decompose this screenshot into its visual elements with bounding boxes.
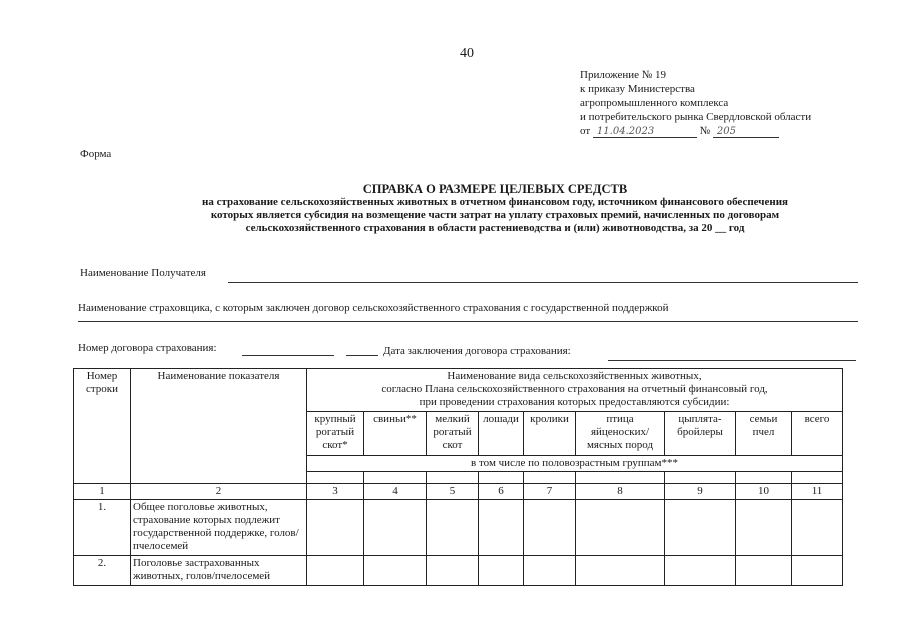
empty-cell xyxy=(524,472,576,484)
column-number: 3 xyxy=(307,484,364,500)
column-number: 4 xyxy=(364,484,427,500)
group-header-line: согласно Плана сельскохозяйственного страхования на отчетный финансовый год, xyxy=(381,383,768,395)
column-number: 11 xyxy=(792,484,843,500)
data-cell xyxy=(576,556,665,586)
animal-header: лошади xyxy=(479,412,524,456)
order-date-number xyxy=(580,124,811,138)
group-header-line: при проведении страхования которых предоставляются субсидии: xyxy=(419,396,730,408)
column-number: 10 xyxy=(736,484,792,500)
data-cell xyxy=(427,500,479,556)
data-cell xyxy=(479,500,524,556)
appendix-line: и потребительского рынка Свердловской области xyxy=(580,111,812,123)
appendix-block xyxy=(580,68,811,138)
empty-cell xyxy=(576,472,665,484)
data-cell xyxy=(479,556,524,586)
data-cell xyxy=(524,556,576,586)
document-title xyxy=(120,183,870,235)
title-main: СПРАВКА О РАЗМЕРЕ ЦЕЛЕВЫХ СРЕДСТВ xyxy=(362,182,628,196)
row-label: Общее поголовье животных, страхование которых подлежит государственной поддержке, голов/пчелосемей xyxy=(131,500,307,556)
title-line: на страхование сельскохозяйственных животных в отчетном финансовом году, источником финансового обеспечения xyxy=(202,196,788,208)
empty-cell xyxy=(427,472,479,484)
insurer-underline xyxy=(78,321,858,322)
empty-cell xyxy=(479,472,524,484)
column-number: 9 xyxy=(665,484,736,500)
data-cell xyxy=(665,500,736,556)
group-header-line: Наименование вида сельскохозяйственных животных, xyxy=(447,370,702,382)
data-cell xyxy=(427,556,479,586)
recipient-label: Наименование Получателя xyxy=(80,267,206,279)
row-number: 1. xyxy=(74,500,131,556)
data-cell xyxy=(792,500,843,556)
page-number: 40 xyxy=(460,46,474,61)
data-cell xyxy=(576,500,665,556)
contract-number-underline xyxy=(242,355,334,356)
animal-header: кролики xyxy=(524,412,576,456)
data-cell xyxy=(736,556,792,586)
contract-number-label: Номер договора страхования: xyxy=(78,342,217,354)
empty-cell xyxy=(665,472,736,484)
column-number: 6 xyxy=(479,484,524,500)
data-cell xyxy=(524,500,576,556)
subgroups-note: в том числе по половозрастным группам*** xyxy=(307,456,843,472)
indicator-header: Наименование показателя xyxy=(131,369,307,484)
title-line: сельскохозяйственного страхования в области растениеводства и (или) животноводства, за 20 __ год xyxy=(245,222,745,234)
column-number: 1 xyxy=(74,484,131,500)
data-cell xyxy=(364,500,427,556)
contract-number-underline-2 xyxy=(346,355,378,356)
handwritten-number: 205 xyxy=(713,126,779,138)
empty-cell xyxy=(792,472,843,484)
row-number: 2. xyxy=(74,556,131,586)
column-number: 5 xyxy=(427,484,479,500)
data-cell xyxy=(307,556,364,586)
column-number: 8 xyxy=(576,484,665,500)
contract-date-label: Дата заключения договора страхования: xyxy=(383,345,571,357)
empty-cell xyxy=(364,472,427,484)
number-label: № xyxy=(699,125,711,137)
recipient-underline xyxy=(228,282,858,283)
animal-header: семьи пчел xyxy=(736,412,792,456)
insurer-label: Наименование страховщика, с которым заключен договор сельскохозяйственного страхования с государственной поддержкой xyxy=(78,302,669,314)
animal-group-header xyxy=(307,369,843,412)
from-label: от xyxy=(580,125,591,137)
subsidy-table xyxy=(73,368,843,586)
empty-cell xyxy=(736,472,792,484)
animal-header: цыплята-бройлеры xyxy=(665,412,736,456)
column-number: 7 xyxy=(524,484,576,500)
animal-header: крупный рогатый скот* xyxy=(307,412,364,456)
data-cell xyxy=(792,556,843,586)
column-number: 2 xyxy=(131,484,307,500)
form-label: Форма xyxy=(80,148,112,160)
row-number-header: Номер строки xyxy=(74,369,131,484)
row-label: Поголовье застрахованных животных, голов/пчелосемей xyxy=(131,556,307,586)
animal-header: мелкий рогатый скот xyxy=(427,412,479,456)
appendix-line: Приложение № 19 xyxy=(580,69,667,81)
handwritten-date: 11.04.2023 xyxy=(593,126,697,138)
data-cell xyxy=(307,500,364,556)
animal-header: свиньи** xyxy=(364,412,427,456)
appendix-line: к приказу Министерства xyxy=(580,83,695,95)
empty-cell xyxy=(307,472,364,484)
animal-header: птица яйценоских/ мясных пород xyxy=(576,412,665,456)
data-cell xyxy=(736,500,792,556)
animal-header: всего xyxy=(792,412,843,456)
appendix-line: агропромышленного комплекса xyxy=(580,97,729,109)
data-cell xyxy=(665,556,736,586)
title-line: которых является субсидия на возмещение части затрат на уплату страховых премий, начисленных по договорам xyxy=(210,209,780,221)
contract-date-underline xyxy=(608,360,856,361)
data-cell xyxy=(364,556,427,586)
